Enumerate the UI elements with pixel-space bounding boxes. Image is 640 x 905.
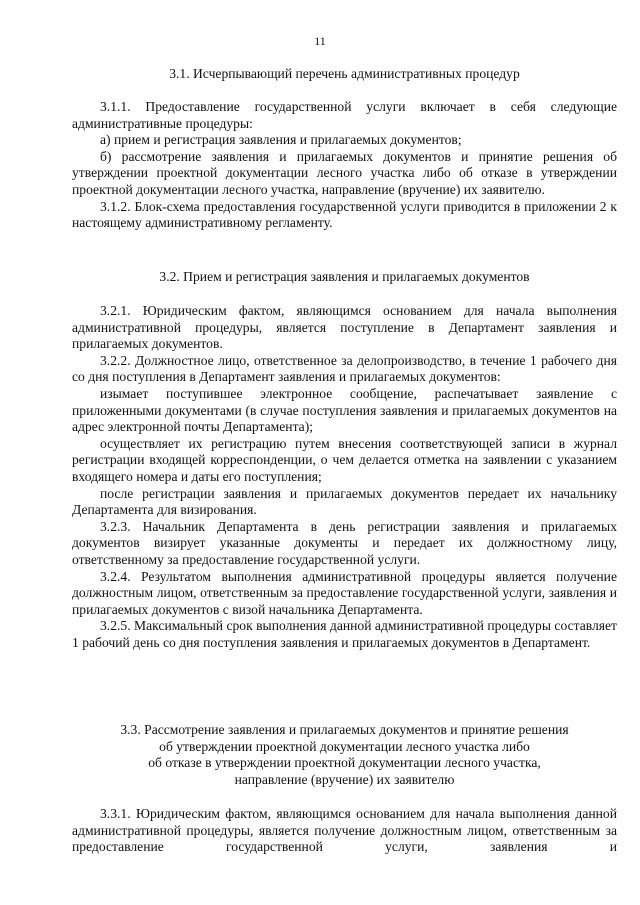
section-3-3-body: [72, 806, 617, 856]
paragraph-3-2-4: 3.2.4. Результатом выполнения административной процедуры является получение должностным лицом, ответственным за предоставление государственной услуги, заявления и прилагаемых документов с визой начальника Департамента.: [72, 568, 617, 617]
paragraph-3-2-2: 3.2.2. Должностное лицо, ответственное за делопроизводство, в течение 1 рабочего дня со дня поступления в Департамент заявления и прилагаемых документов:: [72, 352, 617, 385]
paragraph-3-2-1: 3.2.1. Юридическим фактом, являющимся основанием для начала выполнения административной процедуры, является поступление в Департамент заявления и прилагаемых документов.: [72, 303, 617, 352]
section-3-3-heading: [72, 722, 617, 788]
section-3-2-body: [72, 303, 617, 651]
section-3-1-body: [72, 99, 617, 232]
section-3-3-heading-line-4: направление (вручение) их заявителю: [234, 771, 455, 787]
paragraph-3-2-2-item-3: после регистрации заявления и прилагаемых документов передает их начальнику Департамента для визирования.: [72, 485, 617, 518]
paragraph-3-3-1: 3.3.1. Юридическим фактом, являющимся основанием для начала выполнения данной административной процедуры, является получение должностным лицом, ответственным за предоставление государственной услуги, заявления и: [72, 806, 617, 855]
section-3-3-heading-line-2: об утверждении проектной документации лесного участка либо: [159, 738, 530, 754]
paragraph-3-2-3: 3.2.3. Начальник Департамента в день регистрации заявления и прилагаемых документов визирует указанные документы и передает их должностному лицу, ответственному за предоставление государственной услуги.: [72, 518, 617, 567]
paragraph-3-1-1: 3.1.1. Предоставление государственной услуги включает в себя следующие административные процедуры:: [72, 99, 617, 131]
section-3-3-heading-line-1: 3.3. Рассмотрение заявления и прилагаемых документов и принятие решения: [120, 722, 569, 737]
list-item-a: а) прием и регистрация заявления и прилагаемых документов;: [100, 132, 462, 148]
section-3-1-heading: 3.1. Исчерпывающий перечень административных процедур: [169, 66, 520, 81]
section-3-2-heading: 3.2. Прием и регистрация заявления и прилагаемых документов: [159, 269, 530, 284]
section-3-3-heading-line-3: об отказе в утверждении проектной документации лесного участка,: [148, 755, 541, 771]
paragraph-3-2-5: 3.2.5. Максимальный срок выполнения данной административной процедуры составляет 1 рабочий день со дня поступления заявления и прилагаемых документов в Департамент.: [72, 618, 617, 650]
page-number: 11: [314, 34, 326, 48]
paragraph-3-1-2: 3.1.2. Блок-схема предоставления государственной услуги приводится в приложении 2 к настоящему административному регламенту.: [72, 198, 617, 231]
paragraph-3-2-2-item-1: изымает поступившее электронное сообщение, распечатывает заявление с приложенными документами (в случае поступления заявления и прилагаемых документов на адрес электронной почты Департамента);: [72, 385, 617, 435]
list-item-b: б) рассмотрение заявления и прилагаемых документов и принятие решения об утверждении проектной документации лесного участка либо об отказе в утверждении проектной документации лесного участка, направление (вручение) их заявителю.: [72, 148, 617, 197]
paragraph-3-2-2-item-2: осуществляет их регистрацию путем внесения соответствующей записи в журнал регистрации входящей корреспонденции, о чем делается отметка на заявлении с указанием входящего номера и даты его поступления;: [72, 435, 617, 484]
